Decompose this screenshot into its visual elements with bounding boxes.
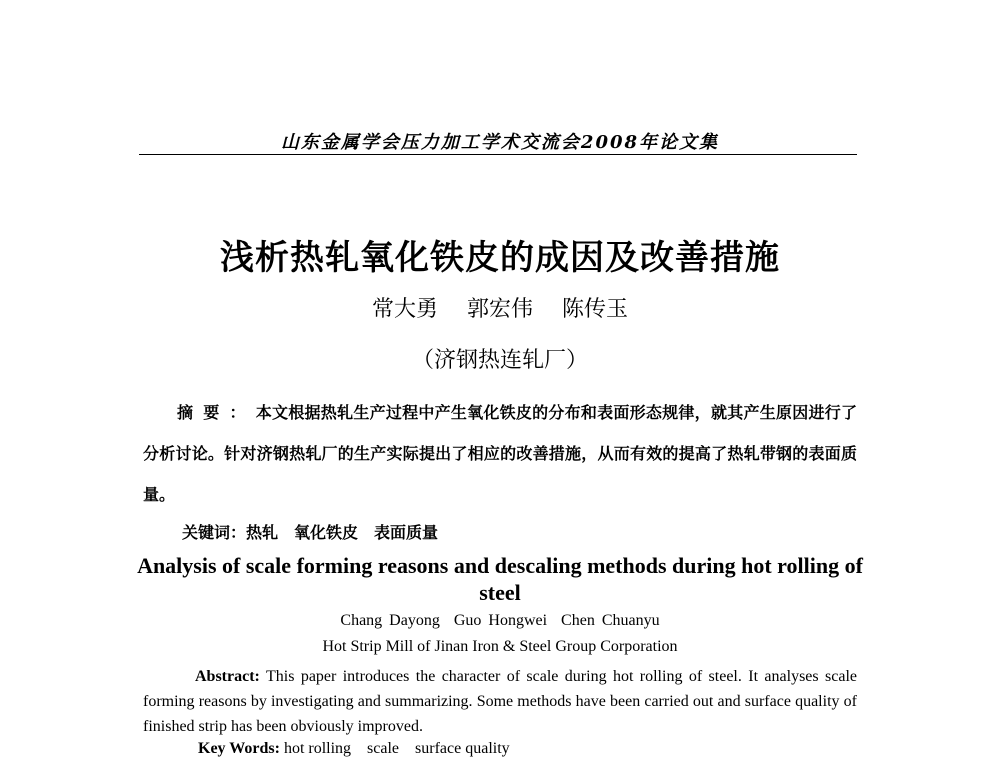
english-abstract-label: Abstract: — [195, 668, 260, 685]
english-keyword: hot rolling — [283, 740, 352, 757]
english-abstract-text: This paper introduces the character of scale during hot rolling of steel. It analyses scale forming reasons by investigating and summarizing. Some methods have been carried out and surface quality of finished strip has been obviously improved. — [143, 668, 857, 735]
english-title: Analysis of scale forming reasons and descaling methods during hot rolling of steel — [137, 553, 863, 605]
chinese-author: 常大勇 — [371, 297, 438, 322]
chinese-keyword: 表面质量 — [374, 523, 439, 542]
english-keyword: scale — [367, 740, 400, 757]
chinese-keyword: 氧化铁皮 — [294, 523, 359, 542]
english-affiliation: Hot Strip Mill of Jinan Iron & Steel Group Corporation — [322, 638, 678, 655]
chinese-abstract-text: 本文根据热轧生产过程中产生氧化铁皮的分布和表面形态规律，就其产生原因进行了分析讨论。针对济钢热轧厂的生产实际提出了相应的改善措施，从而有效的提高了热轧带钢的表面质量。 — [143, 403, 857, 504]
english-keyword: surface quality — [415, 740, 510, 757]
chinese-affiliation: （济钢热连轧厂） — [411, 348, 588, 373]
chinese-keywords-label: 关键词： — [182, 523, 247, 542]
chinese-author: 郭宏伟 — [466, 297, 533, 322]
english-abstract — [143, 664, 857, 739]
header-rule — [139, 154, 857, 155]
english-author: Chang Dayong — [340, 612, 440, 629]
chinese-abstract-label: 摘要： — [177, 403, 256, 422]
chinese-keyword: 热轧 — [246, 523, 279, 542]
english-keywords — [198, 740, 526, 758]
english-author: Guo Hongwei — [453, 612, 548, 629]
chinese-keywords — [182, 520, 454, 543]
chinese-abstract — [143, 392, 857, 515]
english-keywords-label: Key Words: — [198, 740, 280, 757]
running-header: 山东金属学会压力加工学术交流会2008年论文集 — [280, 132, 720, 153]
chinese-author: 陈传玉 — [562, 297, 629, 322]
chinese-authors — [0, 292, 1000, 323]
chinese-title: 浅析热轧氧化铁皮的成因及改善措施 — [220, 238, 780, 278]
english-authors — [0, 612, 1000, 630]
english-author: Chen Chuanyu — [561, 612, 660, 629]
